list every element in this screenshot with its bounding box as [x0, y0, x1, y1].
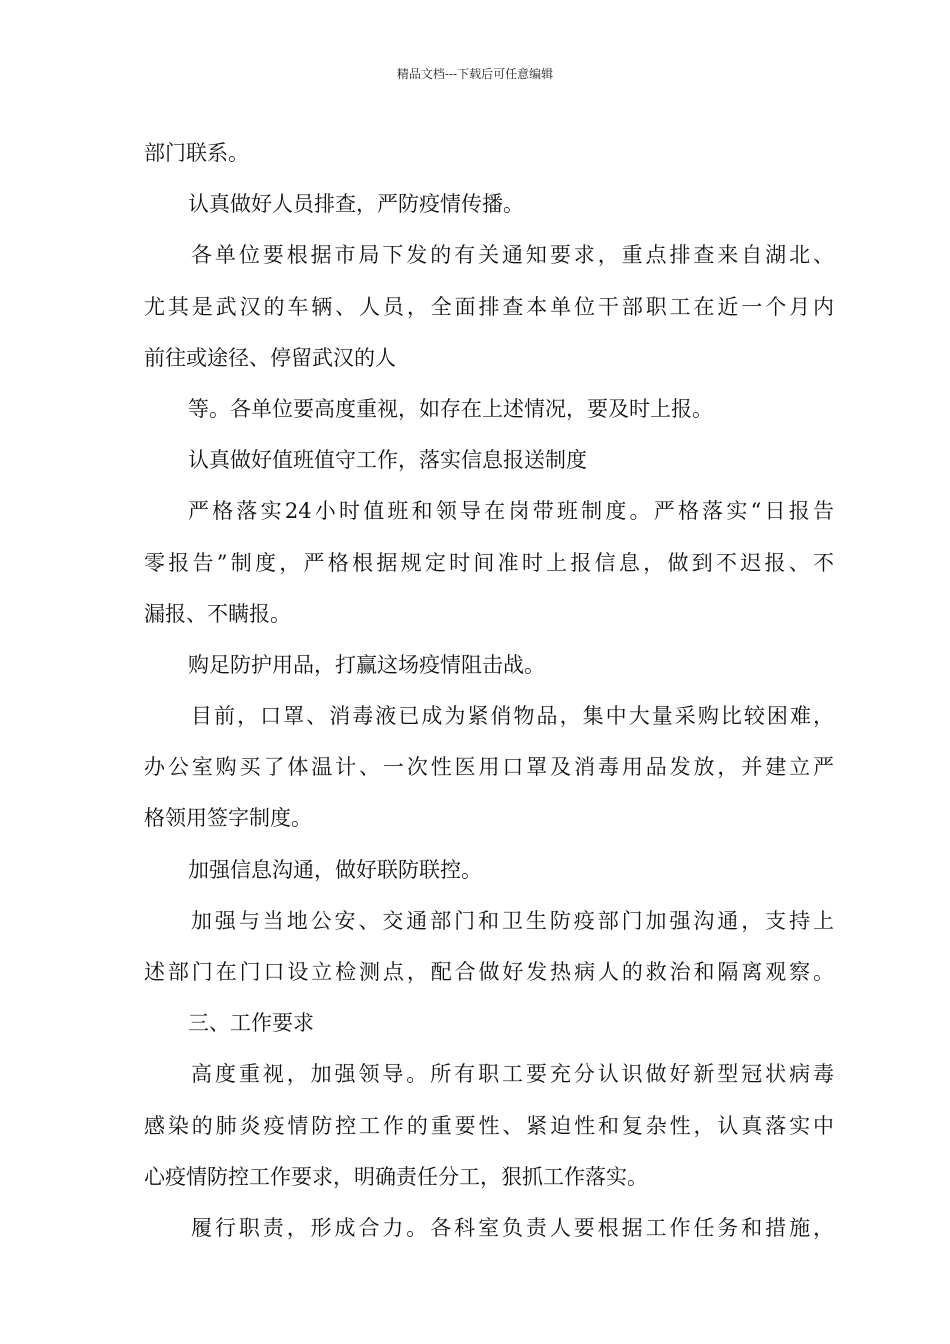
section-heading: 加强信息沟通，做好联防联控。: [188, 857, 482, 882]
text-line: 办公室购买了体温计、一次性医用口罩及消毒用品发放，并建立严: [144, 755, 834, 780]
text-line: 部门联系。: [144, 141, 249, 165]
section-heading: 认真做好值班值守工作，落实信息报送制度: [188, 448, 587, 473]
text-line: 前往或途径、停留武汉的人: [144, 345, 396, 370]
text-line: 零报告”制度，严格根据规定时间准时上报信息，做到不迟报、不: [144, 550, 834, 575]
section-heading: 购足防护用品，打赢这场疫情阻击战。: [188, 652, 545, 677]
text-line: 述部门在门口设立检测点，配合做好发热病人的救治和隔离观察。: [144, 960, 834, 984]
text-line: 尤其是武汉的车辆、人员，全面排查本单位干部职工在近一个月内: [144, 294, 834, 319]
document-body: [144, 128, 834, 1254]
text-line: 加强与当地公安、交通部门和卫生防疫部门加强沟通，支持上: [191, 908, 834, 933]
text-line: 心疫情防控工作要求，明确责任分工，狠抓工作落实。: [144, 1164, 648, 1189]
text-line: 严格落实24小时值班和领导在岗带班制度。严格落实“日报告: [188, 499, 834, 524]
text-line: 高度重视，加强领导。所有职工要充分认识做好新型冠状病毒: [191, 1062, 834, 1087]
text-line: 履行职责，形成合力。各科室负责人要根据工作任务和措施，: [191, 1215, 834, 1240]
section-heading: 认真做好人员排查，严防疫情传播。: [188, 192, 524, 217]
section-heading: 三、工作要求: [188, 1011, 314, 1036]
text-line: 目前，口罩、消毒液已成为紧俏物品，集中大量采购比较困难，: [191, 704, 834, 729]
text-line: 感染的肺炎疫情防控工作的重要性、紧迫性和复杂性，认真落实中: [144, 1113, 834, 1138]
text-line: 等。各单位要高度重视，如存在上述情况，要及时上报。: [188, 396, 713, 421]
text-line: 漏报、不瞒报。: [144, 601, 291, 626]
text-line: 各单位要根据市局下发的有关通知要求，重点排查来自湖北、: [191, 243, 834, 268]
page-header: 精品文档---下载后可任意编辑: [396, 67, 554, 81]
text-line: 格领用签字制度。: [144, 806, 312, 831]
